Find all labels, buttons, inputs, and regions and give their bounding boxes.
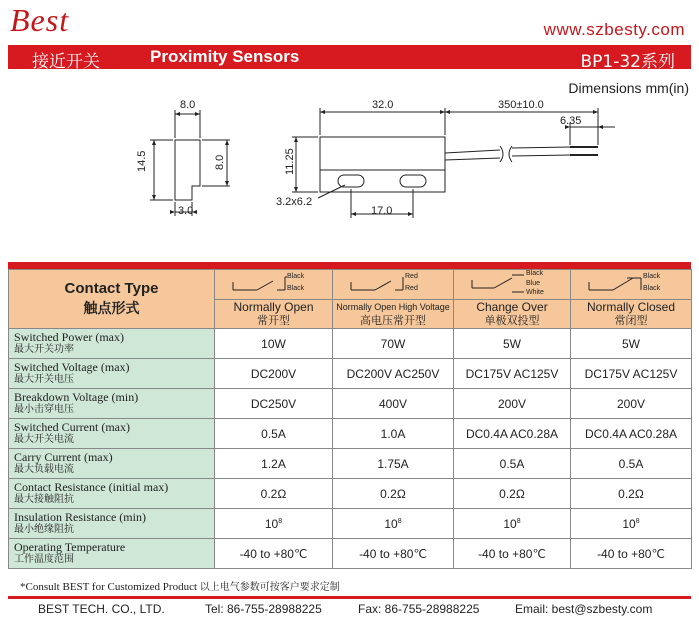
value-cell — [215, 359, 333, 389]
value-cell — [571, 329, 692, 359]
note-en: *Consult BEST for Customized Product — [20, 581, 198, 593]
dim-height-total: 14.5 — [136, 150, 148, 172]
cell-value: 0.5A — [618, 456, 644, 471]
table-row — [9, 329, 692, 359]
dim-thickness: 3.0 — [178, 205, 194, 217]
row-label — [9, 359, 215, 389]
table-row — [9, 389, 692, 419]
row-label-cn: 最大开关电压 — [14, 374, 74, 385]
dim-strip: 6.35 — [560, 115, 582, 127]
table-row — [9, 419, 692, 449]
footer-email[interactable]: Email: best@szbesty.com — [515, 602, 653, 616]
cell-value: -40 to +80℃ — [359, 546, 427, 561]
row-label-cn: 最大负载电流 — [14, 464, 74, 475]
value-cell — [454, 509, 571, 539]
row-label-cn: 工作温度范围 — [14, 554, 74, 565]
title-cn: 接近开关 — [32, 52, 100, 72]
value-cell — [333, 419, 454, 449]
footer-fax: Fax: 86-755-28988225 — [358, 602, 480, 616]
row-label-en: Operating Temperature — [14, 540, 126, 554]
row-label — [9, 419, 215, 449]
dim-body-height: 11.25 — [284, 148, 296, 175]
value-cell — [333, 359, 454, 389]
wire-label: Red — [405, 273, 418, 280]
cell-exponent: 8 — [516, 517, 521, 525]
contact-type-cell — [9, 270, 215, 329]
row-label-cn: 最小绝缘阻抗 — [14, 524, 74, 535]
dimension-drawing — [0, 0, 699, 262]
footer-tel: Tel: 86-755-28988225 — [205, 602, 322, 616]
row-label — [9, 539, 215, 569]
cell-value: -40 to +80℃ — [478, 546, 546, 561]
column-name: Change Over — [476, 300, 548, 314]
series-label: BP1-32系列 — [580, 52, 675, 72]
wire-label: Red — [405, 285, 418, 292]
value-cell — [215, 389, 333, 419]
dim-length: 32.0 — [372, 99, 394, 111]
dim-height-top: 8.0 — [214, 154, 226, 170]
cell-value: 0.2Ω — [260, 486, 287, 501]
value-cell — [215, 509, 333, 539]
row-label-en: Breakdown Voltage (min) — [14, 390, 139, 404]
dim-wire-length: 350±10.0 — [498, 99, 544, 111]
value-cell — [571, 479, 692, 509]
row-label — [9, 509, 215, 539]
value-cell — [215, 419, 333, 449]
cell-value: 200V — [497, 396, 527, 411]
column-name-cn: 常开型 — [257, 314, 290, 327]
cell-exponent: 8 — [397, 517, 402, 525]
value-cell — [571, 419, 692, 449]
column-name-cn: 单极双投型 — [484, 314, 540, 327]
value-cell — [333, 539, 454, 569]
column-name-cn: 高电压常开型 — [360, 314, 426, 327]
row-label-cn: 最大开关功率 — [14, 344, 74, 355]
column-name: Normally Closed — [586, 300, 676, 314]
dim-slot: 3.2x6.2 — [276, 196, 313, 208]
row-label-en: Insulation Resistance (min) — [14, 510, 146, 524]
value-cell — [454, 359, 571, 389]
switch-symbol-icon — [571, 270, 691, 300]
cell-value: 0.5A — [499, 456, 525, 471]
row-label-cn: 最小击穿电压 — [14, 404, 74, 415]
wire-label: Black — [643, 285, 661, 292]
cell-value: 0.2Ω — [499, 486, 525, 501]
row-label-en: Switched Voltage (max) — [14, 360, 130, 374]
table-row — [9, 479, 692, 509]
column-normally-open-hv — [333, 270, 454, 329]
row-label — [9, 329, 215, 359]
cell-value: 5W — [622, 336, 640, 351]
custom-note — [20, 578, 340, 593]
cell-value: 5W — [503, 336, 521, 351]
note-cn: 以上电气参数可按客户要求定制 — [199, 582, 340, 593]
dim-spacing: 17.0 — [371, 205, 393, 217]
cell-value: -40 to +80℃ — [239, 546, 308, 561]
cell-exponent: 8 — [635, 517, 640, 525]
footer-company: BEST TECH. CO., LTD. — [38, 602, 165, 616]
column-change-over — [454, 270, 571, 329]
cell-value: 0.2Ω — [380, 486, 406, 501]
cell-value: 10W — [261, 336, 286, 351]
title-en: Proximity Sensors — [150, 47, 300, 66]
table-row — [9, 359, 692, 389]
value-cell — [571, 449, 692, 479]
row-label — [9, 479, 215, 509]
value-cell — [454, 329, 571, 359]
value-cell — [454, 539, 571, 569]
cell-value: 0.5A — [261, 426, 286, 441]
table-row — [9, 539, 692, 569]
value-cell — [333, 509, 454, 539]
cell-value: DC200V AC250V — [346, 366, 440, 381]
wire-label: Black — [643, 273, 661, 280]
cell-value: DC250V — [250, 396, 297, 411]
value-cell — [215, 449, 333, 479]
cell-value: 1.75A — [377, 456, 409, 471]
cell-value: 0.2Ω — [618, 486, 644, 501]
row-label-cn: 最大接触阻抗 — [14, 494, 74, 505]
row-label — [9, 389, 215, 419]
cell-value: 10 — [384, 516, 398, 531]
row-label-en: Contact Resistance (initial max) — [14, 480, 169, 494]
row-label-en: Switched Current (max) — [14, 420, 130, 434]
contact-type-label: Contact Type — [64, 280, 159, 297]
cell-value: 10 — [264, 516, 279, 531]
value-cell — [333, 329, 454, 359]
row-label-cn: 最大开关电流 — [14, 434, 74, 445]
value-cell — [215, 539, 333, 569]
wire-label: Blue — [526, 280, 541, 287]
cell-value: DC175V AC125V — [465, 366, 559, 381]
wire-label: Black — [287, 273, 305, 280]
dim-width: 8.0 — [180, 99, 196, 111]
cell-value: DC175V AC125V — [584, 366, 678, 381]
value-cell — [333, 389, 454, 419]
column-normally-closed — [571, 270, 692, 329]
switch-symbol-icon — [454, 270, 570, 300]
value-cell — [333, 479, 454, 509]
value-cell — [215, 329, 333, 359]
value-cell — [571, 539, 692, 569]
cell-value: DC0.4A AC0.28A — [584, 426, 678, 441]
value-cell — [454, 479, 571, 509]
dimensions-title: Dimensions mm(in) — [568, 80, 689, 96]
cell-value: DC0.4A AC0.28A — [465, 426, 559, 441]
row-label — [9, 449, 215, 479]
value-cell — [215, 479, 333, 509]
value-cell — [454, 419, 571, 449]
wire-label: Black — [287, 285, 305, 292]
cell-value: 10 — [622, 516, 636, 531]
value-cell — [333, 449, 454, 479]
value-cell — [454, 449, 571, 479]
table-row — [9, 509, 692, 539]
contact-type-label-cn: 触点形式 — [83, 301, 140, 317]
cell-value: 200V — [616, 396, 646, 411]
row-label-en: Carry Current (max) — [14, 450, 113, 464]
cell-value: DC200V — [250, 366, 297, 381]
cell-value: -40 to +80℃ — [597, 546, 665, 561]
column-name: Normally Open High Voltage — [336, 302, 450, 312]
column-normally-open — [215, 270, 333, 329]
row-label-en: Switched Power (max) — [14, 330, 124, 344]
wire-label: Black — [526, 270, 544, 277]
cell-value: 1.0A — [380, 426, 406, 441]
best-logo: Best — [10, 2, 70, 38]
cell-value: 1.2A — [261, 456, 286, 471]
cell-value: 70W — [380, 336, 406, 351]
value-cell — [571, 509, 692, 539]
wire-label: White — [526, 289, 544, 296]
value-cell — [454, 389, 571, 419]
value-cell — [571, 389, 692, 419]
switch-symbol-icon — [333, 270, 453, 300]
table-row — [9, 449, 692, 479]
switch-symbol-icon — [215, 270, 332, 300]
website-link[interactable]: www.szbesty.com — [543, 20, 685, 39]
cell-exponent: 8 — [278, 517, 283, 525]
table-header-row — [9, 270, 692, 329]
column-name: Normally Open — [233, 300, 314, 314]
value-cell — [571, 359, 692, 389]
cell-value: 10 — [503, 516, 517, 531]
column-name-cn: 常闭型 — [614, 314, 648, 327]
spec-table — [8, 262, 691, 569]
cell-value: 400V — [378, 396, 408, 411]
